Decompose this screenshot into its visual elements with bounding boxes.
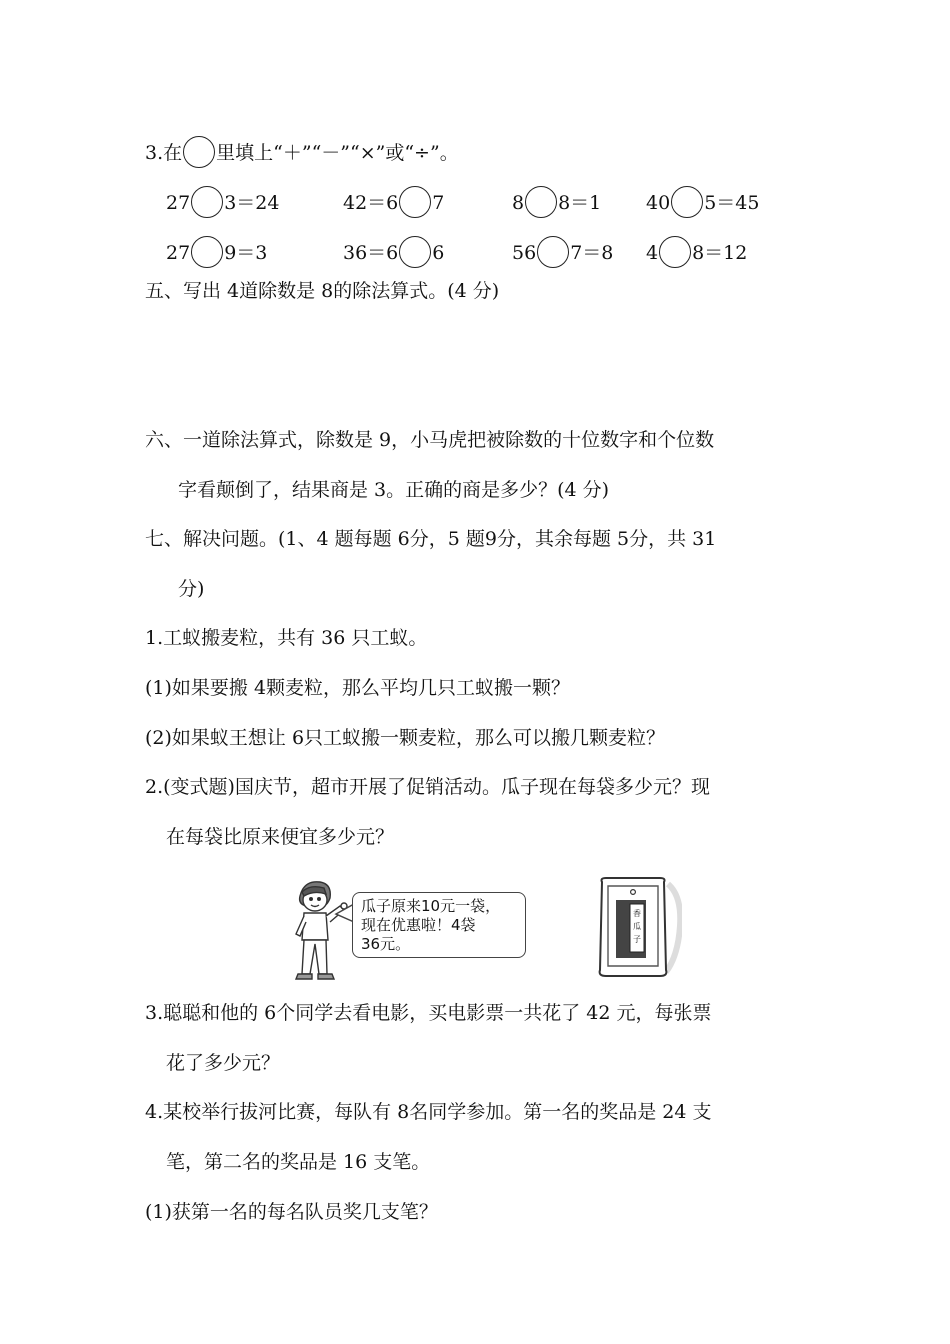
bag-label-char: 香 (633, 909, 641, 918)
equation: 27 3＝24 (166, 186, 279, 218)
answer-circle[interactable] (183, 136, 215, 168)
section-five-heading: 五、写出 4道除数是 8的除法算式。(4 分) (145, 280, 500, 302)
seed-bag-illustration (596, 876, 682, 980)
problem-2-line1: 2.(变式题)国庆节，超市开展了促销活动。瓜子现在每袋多少元？现 (145, 776, 710, 798)
answer-circle[interactable] (191, 236, 223, 268)
section-six-line1: 六、一道除法算式，除数是 9，小马虎把被除数的十位数字和个位数 (145, 429, 715, 451)
section-six-line2: 字看颠倒了，结果商是 3。正确的商是多少？(4 分) (178, 479, 610, 501)
q3-suffix: 里填上“＋”“－”“×”或“÷”。 (216, 142, 459, 164)
answer-circle[interactable] (537, 236, 569, 268)
equation: 36＝6 6 (343, 236, 444, 268)
q3-prefix: 3.在 (145, 142, 183, 164)
equation: 8 8＝1 (512, 186, 601, 218)
bubble-line: 现在优惠啦！4袋 (361, 916, 476, 934)
equation: 27 9＝3 (166, 236, 267, 268)
problem-4-sub1: (1)获第一名的每名队员奖几支笔？ (145, 1201, 438, 1223)
bag-label-char: 子 (633, 935, 641, 944)
problem-4-line2: 笔，第二名的奖品是 16 支笔。 (166, 1151, 431, 1173)
equation: 42＝6 7 (343, 186, 444, 218)
problem-2-line2: 在每袋比原来便宜多少元？ (166, 826, 395, 848)
bubble-line: 瓜子原来10元一袋， (361, 897, 501, 915)
boy-illustration (284, 878, 354, 982)
problem-4-line1: 4.某校举行拔河比赛，每队有 8名同学参加。第一名的奖品是 24 支 (145, 1101, 712, 1123)
equation: 4 8＝12 (646, 236, 747, 268)
bag-label-char: 瓜 (633, 922, 641, 931)
answer-circle[interactable] (399, 236, 431, 268)
section-seven-heading: 七、解决问题。(1、4 题每题 6分，5 题9分，其余每题 5分，共 31 (145, 528, 717, 550)
problem-3-line2: 花了多少元？ (166, 1052, 281, 1074)
answer-circle[interactable] (671, 186, 703, 218)
equation: 56 7＝8 (512, 236, 613, 268)
answer-circle[interactable] (191, 186, 223, 218)
answer-circle[interactable] (659, 236, 691, 268)
equation: 40 5＝45 (646, 186, 759, 218)
bubble-line: 36元。 (361, 935, 411, 953)
problem-1-sub2: (2)如果蚁王想让 6只工蚁搬一颗麦粒，那么可以搬几颗麦粒？ (145, 727, 666, 749)
section-seven-heading-cont: 分) (178, 578, 205, 600)
answer-circle[interactable] (399, 186, 431, 218)
q3-instruction (145, 136, 459, 168)
answer-circle[interactable] (525, 186, 557, 218)
speech-bubble (352, 892, 526, 958)
problem-1-sub1: (1)如果要搬 4颗麦粒，那么平均几只工蚁搬一颗？ (145, 677, 571, 699)
problem-3-line1: 3.聪聪和他的 6个同学去看电影，买电影票一共花了 42 元，每张票 (145, 1002, 712, 1024)
problem-1-title: 1.工蚁搬麦粒，共有 36 只工蚁。 (145, 627, 428, 649)
